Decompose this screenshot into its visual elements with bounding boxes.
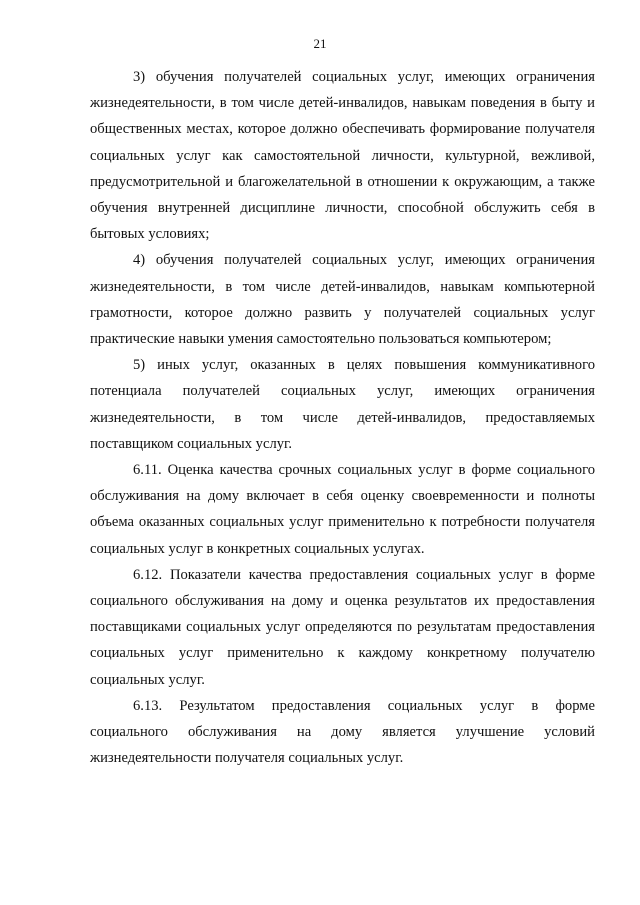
paragraph-item-4: 4) обучения получателей социальных услуг, имеющих ограничения жизнедеятельности, в том числе детей-инвалидов, навыкам компьютерной грамотности, которое должно развить у получателей социальных услуг практические навыки умения самостоятельно пользоваться компьютером; [90,252,595,348]
paragraph-item-3: 3) обучения получателей социальных услуг, имеющих ограничения жизнедеятельности, в том числе детей-инвалидов, навыкам поведения в быту и общественных местах, которое должно обеспечивать формирование получателя социальных услуг как самостоятельной личности, культурной, вежливой, предусмотрительной и благожелательной в отношении к окружающим, а также обучения внутренней дисциплине личности, способной обслужить себя в бытовых условиях; [90,69,595,243]
paragraph-item-5: 5) иных услуг, оказанных в целях повышения коммуникативного потенциала получателей социальных услуг, имеющих ограничения жизнедеятельности, в том числе детей-инвалидов, предоставляемых поставщиком социальных услуг. [90,357,595,452]
paragraph-6-13: 6.13. Результатом предоставления социальных услуг в форме социального обслуживания на дому является улучшение условий жизнедеятельности получателя социальных услуг. [90,697,595,767]
page-number: 21 [313,36,327,51]
document-body [90,64,595,771]
paragraph-6-12: 6.12. Показатели качества предоставления социальных услуг в форме социального обслуживания на дому и оценка результатов их предоставления поставщиками социальных услуг определяются по результатам предоставления социальных услуг применительно к каждому конкретному получателю социальных услуг. [90,566,595,688]
paragraph-6-11: 6.11. Оценка качества срочных социальных услуг в форме социального обслуживания на дому включает в себя оценку своевременности и полноты объема оказанных социальных услуг применительно к потребности получателя социальных услуг в конкретных социальных услугах. [90,462,595,557]
